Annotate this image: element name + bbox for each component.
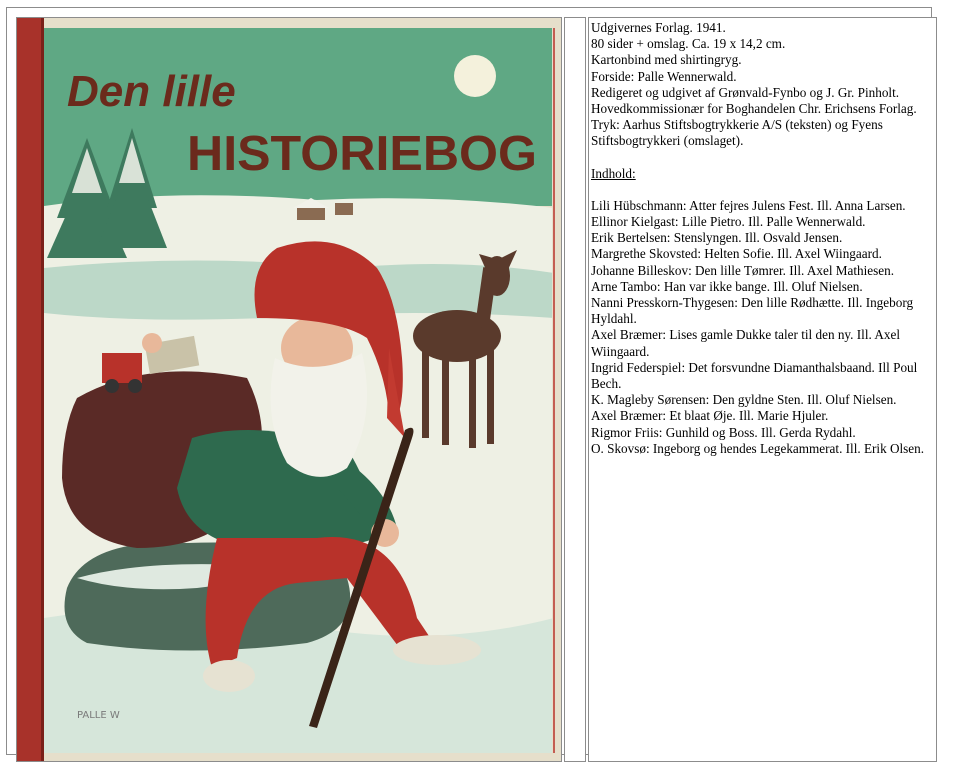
detail-line: Hovedkommissionær for Boghandelen Chr. Erichsens Forlag. — [591, 101, 917, 117]
spacer-cell — [564, 17, 586, 762]
elf-clog-right — [393, 635, 481, 665]
contents-item: Johanne Billeskov: Den lille Tømrer. Ill. Axel Mathiesen. — [591, 262, 895, 278]
elf-clog-left — [203, 660, 255, 692]
cover-title-line1: Den lille — [67, 67, 236, 116]
contents-item: Margrethe Skovsted: Helten Sofie. Ill. Axel Wiingaard. — [591, 246, 882, 262]
contents-item: Erik Bertelsen: Stenslyngen. Ill. Osvald Jensen. — [591, 230, 843, 246]
cover-image-cell — [16, 17, 562, 762]
contents-item: Ellinor Kielgast: Lille Pietro. Ill. Palle Wennerwald. — [591, 214, 866, 230]
cover-signature: PALLE W — [77, 710, 120, 721]
moon — [454, 55, 496, 97]
detail-line: Tryk: Aarhus Stiftsbogtrykkerie A/S (teksten) og Fyens Stiftsbogtrykkeri (omslaget). — [591, 117, 883, 149]
cover-spine — [17, 18, 43, 761]
detail-line: 80 sider + omslag. Ca. 19 x 14,2 cm. — [591, 36, 786, 52]
contents-item: O. Skovsø: Ingeborg og hendes Legekammerat. Ill. Erik Olsen. — [591, 440, 925, 456]
contents-item: K. Magleby Sørensen: Den gyldne Sten. Ill. Oluf Nielsen. — [591, 392, 897, 408]
contents-heading: Indhold: — [591, 165, 636, 181]
detail-line: Forside: Palle Wennerwald. — [591, 68, 737, 84]
detail-line: Kartonbind med shirtingryg. — [591, 52, 742, 68]
contents-item: Ingrid Federspiel: Det forsvundne Diamanthalsbaand. Ill Poul Bech. — [591, 359, 918, 392]
contents-item: Lili Hübschmann: Atter fejres Julens Fest. Ill. Anna Larsen. — [591, 197, 906, 213]
layout-table — [6, 7, 932, 755]
detail-line: Redigeret og udgivet af Grønvald-Fynbo og J. Gr. Pinholt. — [591, 84, 900, 100]
contents-item: Axel Bræmer: Et blaat Øje. Ill. Marie Hjuler. — [591, 408, 829, 424]
contents-item: Rigmor Friis: Gunhild og Boss. Ill. Gerda Rydahl. — [591, 424, 856, 440]
book-cover-image — [17, 18, 561, 761]
cover-title-line2: HISTORIEBOG — [187, 127, 537, 181]
contents-item: Arne Tambo: Han var ikke bange. Ill. Oluf Nielsen. — [591, 278, 863, 294]
detail-line: Udgivernes Forlag. 1941. — [591, 20, 726, 35]
contents-item: Axel Bræmer: Lises gamle Dukke taler til den ny. Ill. Axel Wiingaard. — [591, 327, 900, 359]
contents-item: Nanni Presskorn-Thygesen: Den lille Rødhætte. Ill. Ingeborg Hyldahl. — [591, 295, 914, 327]
details-cell — [588, 17, 937, 762]
